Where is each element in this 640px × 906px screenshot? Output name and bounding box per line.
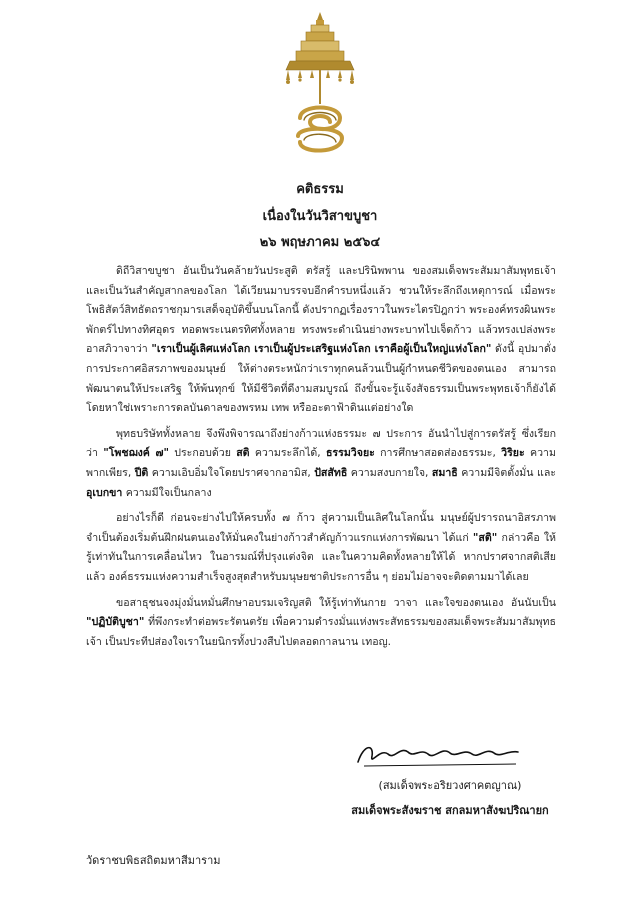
emphasized-text: สติ bbox=[236, 447, 250, 460]
paragraph-text: ประกอบด้วย bbox=[168, 447, 237, 460]
paragraph bbox=[86, 262, 556, 419]
footer-location: วัดราชบพิธสถิตมหาสีมาราม bbox=[86, 854, 221, 867]
emphasized-text: สมาธิ bbox=[431, 466, 458, 479]
paragraph-text: ความพากเพียร, bbox=[86, 447, 556, 479]
emphasized-text: ปีติ bbox=[134, 466, 149, 479]
paragraph-text: ความเอิบอิ่มใจโดยปราศจากอามิส, bbox=[148, 466, 315, 479]
emphasized-text: วิริยะ bbox=[501, 447, 525, 460]
signatory-name: (สมเด็จพระอริยวงศาคตญาณ) bbox=[378, 779, 522, 792]
emphasized-text: ธรรมวิจยะ bbox=[325, 447, 375, 460]
paragraph-text: ดิถีวิสาขบูชา อันเป็นวันคล้ายวันประสูติ ตรัสรู้ และปรินิพพาน ของสมเด็จพระสัมมาสัมพุทธเจ้า และเป็นวันสำคัญสากลของโลก ได้เวียนมาบรรจบอีกคำรบหนึ่งแล้ว ชวนให้ระลึกถึงเหตุการณ์ เมื่อพระโพธิสัตว์สิทธัตถราชกุมารเสด็จอุบัติขึ้นบนโลกนี้ ดังปรากฏเรื่องราวในพระไตรปิฎกว่า พระองค์ทรงผินพระพักตร์ไปทางทิศอุดร ทอดพระเนตรทิศทั้งหลาย ทรงพระดำเนินย่างพระบาทไปเจ็ดก้าว แล้วทรงเปล่งพระอาสภิวาจาว่า bbox=[86, 265, 556, 356]
paragraph bbox=[86, 594, 556, 653]
paragraph-text: ที่พึงกระทำต่อพระรัตนตรัย เพื่อความดำรงมั่นแห่งพระสัทธรรมของสมเด็จพระสัมมาสัมพุทธเจ้า เป็นประทีปส่องใจเราในยนิกรทั้งปวงสืบไปตลอดกาลนาน เทอญ. bbox=[86, 616, 556, 648]
emphasized-text: "โพชฌงค์ ๗" bbox=[103, 447, 169, 460]
document-body bbox=[86, 262, 556, 658]
paragraph-text: ความสงบกายใจ, bbox=[347, 466, 432, 479]
paragraph-text: กล่าวคือ ให้รู้เท่าทันในการเคลื่อนไหว ในอารมณ์ที่ปรุงแต่งจิต และในความคิดทั้งหลายให้ได้ หากปราศจากสติเสียแล้ว องค์ธรรมแห่งความสำเร็จสูงสุดสำหรับมนุษยชาติประการอื่น ๆ ย่อมไม่อาจจะติดตามมาได้เลย bbox=[86, 531, 556, 583]
paragraph bbox=[86, 509, 556, 587]
paragraph-text: อย่างไรก็ดี ก่อนจะย่างไปให้ครบทั้ง ๗ ก้าว สู่ความเป็นเลิศในโลกนั้น มนุษย์ผู้ปรารถนาอิสรภาพ จำเป็นต้องเริ่มต้นฝึกฝนตนเองให้มั่นคงในย่างก้าวสำคัญก้าวแรกแห่งการพัฒนา ได้แก่ bbox=[86, 512, 556, 544]
paragraph-text: ขอสาธุชนจงมุ่งมั่นหมั่นศึกษาอบรมเจริญสติ ให้รู้เท่าทันกาย วาจา และใจของตนเอง อันนับเป็น bbox=[116, 596, 556, 609]
paragraph-text: ความระลึกได้, bbox=[249, 447, 326, 460]
paragraph-text: ความมีใจเป็นกลาง bbox=[122, 486, 212, 499]
paragraph-text: พุทธบริษัททั้งหลาย จึงพึงพิจารณาถึงย่างก้าวแห่งธรรมะ ๗ ประการ อันนำไปสู่การตรัสรู้ ซึ่งเรียกว่า bbox=[86, 427, 556, 460]
document-subtitle: เนื่องในวันวิสาขบูชา bbox=[262, 209, 378, 224]
paragraph-text: ความมีจิตตั้งมั่น และ bbox=[457, 466, 556, 479]
emphasized-text: "ปฏิบัติบูชา" bbox=[86, 616, 145, 629]
signatory-title: สมเด็จพระสังฆราช สกลมหาสังฆปริณายก bbox=[351, 804, 549, 817]
emphasized-text: "เราเป็นผู้เลิศแห่งโลก เราเป็นผู้ประเสริฐแห่งโลก เราคือผู้เป็นใหญ่แห่งโลก" bbox=[151, 343, 492, 356]
paragraph bbox=[86, 425, 556, 503]
document-date: ๒๖ พฤษภาคม ๒๕๖๔ bbox=[259, 235, 381, 250]
paragraph-text: ดังนี้ อุปมาดั่งการประกาศอิสรภาพของมนุษย์ ให้ต่างตระหนักว่าเราทุกคนล้วนเป็นผู้กำหนดชีวิตของตนเอง สามารถพัฒนาตนให้ประเสริฐ ให้พ้นทุกข์ ให้มีชีวิตที่ดีงามสมบูรณ์ ถึงขั้นจะรู้แจ้งสัจธรรมเป็นพระพุทธเจ้าก็ยังได้ โดยหาใช่เพราะการดลบันดาลของพรหม เทพ หรืออะตาฟ้าดินแต่อย่างใด bbox=[86, 343, 556, 415]
signature-image bbox=[350, 738, 525, 772]
paragraph-text: การศึกษาสอดส่องธรรมะ, bbox=[374, 447, 502, 460]
emphasized-text: "สติ" bbox=[472, 531, 498, 544]
royal-emblem-icon bbox=[270, 8, 370, 168]
document-title: คติธรรม bbox=[296, 182, 344, 197]
emphasized-text: อุเบกขา bbox=[86, 486, 123, 499]
emphasized-text: ปัสสัทธิ bbox=[314, 466, 348, 479]
